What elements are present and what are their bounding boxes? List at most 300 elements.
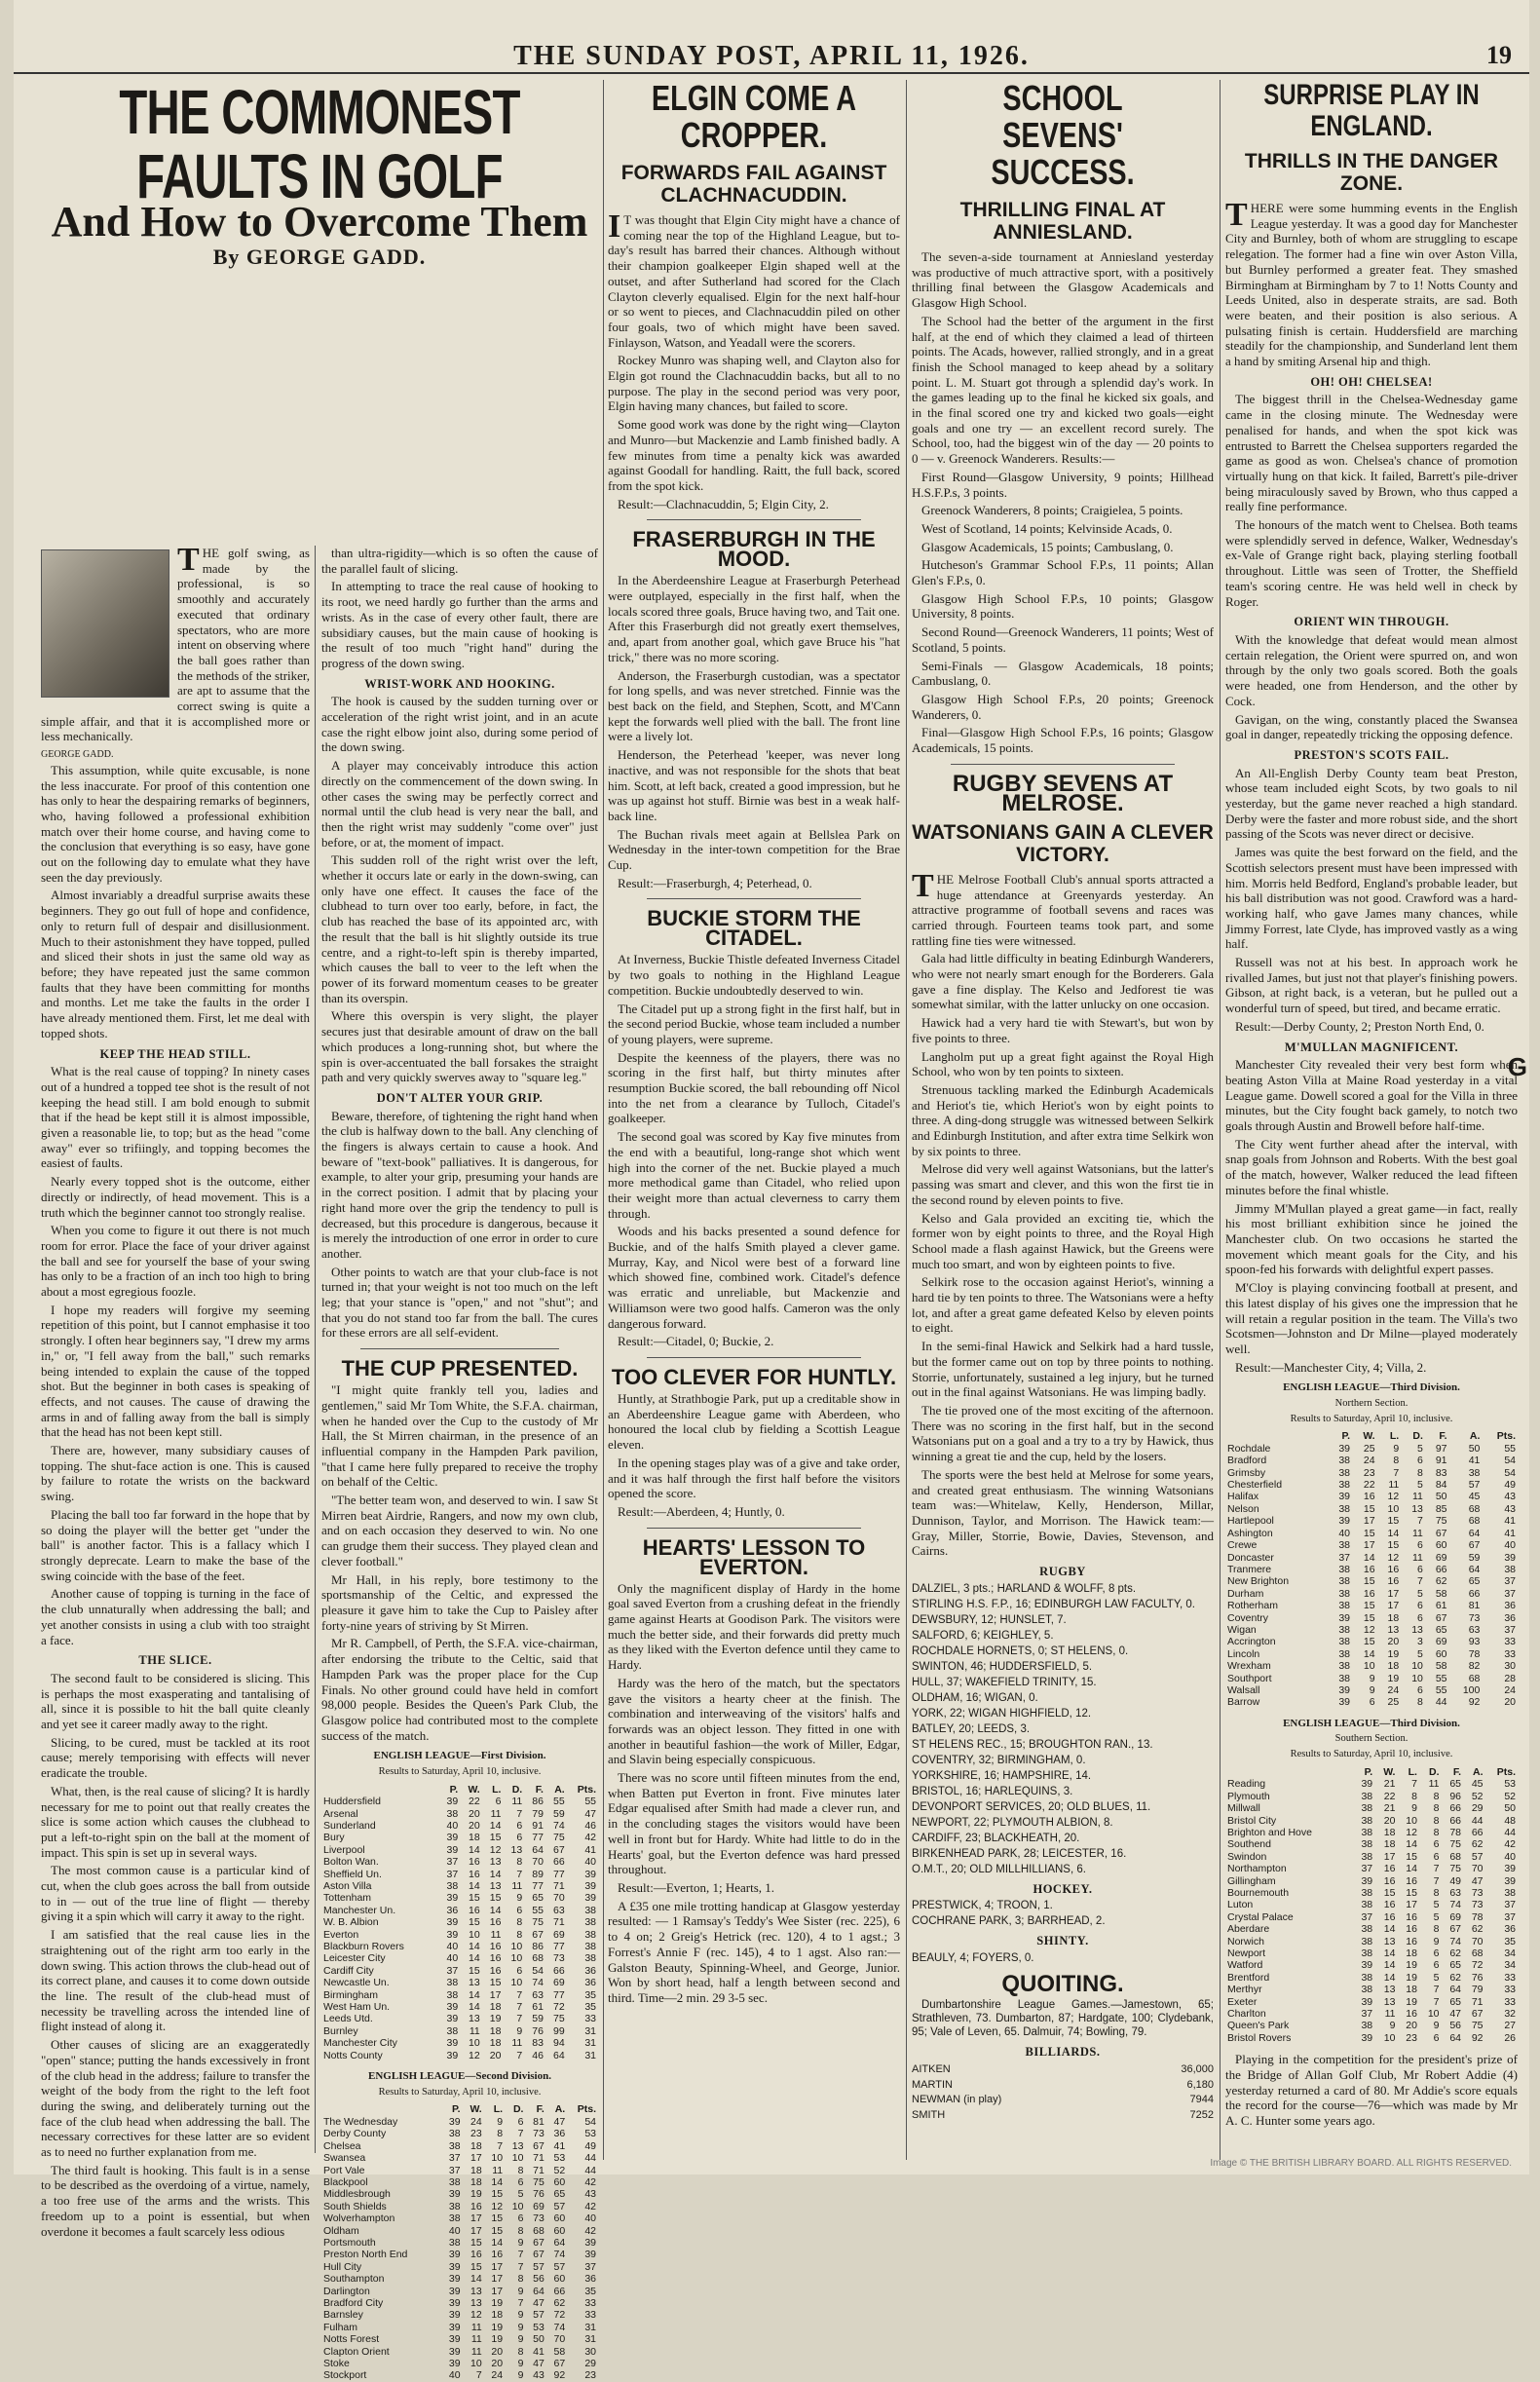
stat-cell: 6	[1433, 1959, 1440, 1972]
melrose-p9: In the semi-final Hawick and Selkirk had a hard tussle, but the former came out on top by three points to nothing. Storrie, unfortunately, sustained a leg injury, but he turned out in the final against Watsonians. He was limping badly.	[912, 1339, 1214, 1400]
golf-p5: Nearly every topped shot is the outcome, either directly or indirectly, of head movement. This is a truth which the beginner cannot too strongly realise.	[41, 1174, 310, 1220]
stat-cell: 8	[1433, 1826, 1440, 1838]
melrose-p4: Langholm put up a great fight against the Royal High School, who won by ten points to sixteen.	[912, 1048, 1214, 1079]
stat-cell: 11	[1428, 1778, 1440, 1791]
stat-cell: 83	[532, 2037, 544, 2050]
stat-cell: 65	[1468, 1575, 1481, 1588]
stat-cell: 64	[1468, 1563, 1481, 1575]
table-row	[1225, 1467, 1518, 1479]
surprise-result-2: Result:—Manchester City, 4; Villa, 2.	[1235, 1359, 1427, 1375]
table-row	[321, 2212, 598, 2224]
stat-cell: 44	[1471, 1814, 1484, 1827]
team-name: Accrington	[1227, 1636, 1276, 1648]
stat-cell: 38	[1361, 1802, 1373, 1815]
table-row	[1225, 1863, 1518, 1874]
stat-cell: 21	[1383, 1778, 1396, 1791]
stat-cell: 47	[584, 1807, 596, 1820]
stat-cell: 38	[584, 1904, 596, 1916]
table-row	[321, 2309, 598, 2321]
table-row	[1225, 1455, 1518, 1466]
sevens-r8: Semi-Finals — Glasgow Academicals, 18 points; Cambuslang, 0.	[912, 658, 1214, 689]
stat-cell: 62	[1435, 1575, 1447, 1588]
league2-table	[321, 2103, 598, 2381]
stat-cell: 39	[1338, 1611, 1351, 1624]
stat-cell: 50	[1504, 1802, 1516, 1815]
stat-cell: 18	[470, 2175, 482, 2188]
stat-cell: 38	[448, 2236, 461, 2249]
sevens-p1: The seven-a-side tournament at Anniesland yesterday was productive of much attractive sport, with a positively thrilling final between the Glasgow Academicals and Glasgow High School.	[912, 249, 1214, 311]
melrose-p11: The sports were the best held at Melrose for some years, and created great enthusiasm. The winning Watsonians team was:—Whitelaw, Kelly, Henderson, Millar, Dunnison, Taylor, and Morrison. The Hawick team:—Gray, Miller, Storrie, Bowie, Davies, Stevenson, and Cairns.	[912, 1466, 1214, 1559]
stat-cell: 39	[584, 2236, 596, 2249]
team-name: Ashington	[1227, 1527, 1273, 1539]
newspaper-page	[14, 0, 1529, 2382]
stat-cell: 94	[553, 2037, 565, 2050]
team-name: Chesterfield	[1227, 1479, 1283, 1492]
stat-cell: 39	[448, 2358, 461, 2370]
league4-region: Southern Section.	[1334, 1733, 1409, 1745]
stat-cell: 64	[532, 1843, 544, 1856]
table-row	[321, 2140, 598, 2152]
team-name: Barrow	[1227, 1696, 1260, 1709]
result-line: BEAULY, 4; FOYERS, 0.	[912, 1952, 1034, 1965]
golf-p4: What is the real cause of topping? In ninety cases out of a hundred a topped tee shot is the result of not keeping the head still. I am bold enough to submit that if the head be kept still it is almost impossible, given a reasonable lie, to top; but as the head "come away" ever so trifiingly, and topping becomes the easiest of faults.	[41, 1064, 310, 1171]
result-line: O.M.T., 20; OLD MILLHILLIANS, 6.	[912, 1863, 1086, 1875]
stat-cell: 20	[469, 1807, 480, 1820]
stat-cell: 55	[1435, 1672, 1447, 1684]
team-name: Arsenal	[323, 1807, 358, 1820]
stat-cell: 14	[1406, 1838, 1417, 1851]
stat-cell: 14	[469, 1941, 480, 1953]
stat-cell: 7	[1433, 1984, 1440, 1996]
sevens-r5: Hutcheson's Grammar School F.P.s, 11 points; Allan Glen's F.P.s, 0.	[912, 557, 1214, 588]
stat-cell: 8	[516, 1928, 523, 1941]
separator	[360, 1348, 559, 1349]
stat-cell: 15	[1387, 1515, 1400, 1528]
table-row	[321, 1905, 598, 1916]
stat-cell: 16	[469, 1868, 480, 1880]
stat-cell: 6	[1369, 1696, 1375, 1709]
team-name: Crewe	[1227, 1539, 1258, 1552]
stat-cell: 67	[553, 1843, 565, 1856]
table-header-row	[1225, 1766, 1518, 1778]
stat-cell: 31	[584, 2037, 596, 2050]
stat-cell: 38	[448, 2200, 461, 2212]
team-name: Doncaster	[1227, 1551, 1274, 1564]
stat-cell: 28	[1504, 1672, 1516, 1684]
stat-cell: 15	[1363, 1600, 1375, 1612]
stat-cell: 16	[1383, 1899, 1396, 1911]
table-row	[321, 2013, 598, 2024]
stat-cell: 68	[1468, 1515, 1481, 1528]
stat-cell: 33	[1504, 1971, 1516, 1984]
stat-cell: 38	[1361, 1790, 1373, 1802]
team-name: Watford	[1227, 1959, 1263, 1972]
stat-cell: 38	[1338, 1563, 1351, 1575]
stat-cell: 18	[1406, 1947, 1417, 1959]
huntly-p2: In the opening stages play was of a give and take order, and it was half through the first half before the visitors opened the score.	[608, 1455, 900, 1501]
stat-cell: 44	[1504, 1826, 1516, 1838]
stat-cell: 43	[1504, 1491, 1516, 1503]
stat-cell: 18	[1383, 1826, 1396, 1838]
stat-cell: 11	[1411, 1527, 1423, 1539]
chelsea-subhead: OH! OH! CHELSEA!	[1310, 374, 1433, 389]
column-header: W.	[1363, 1430, 1375, 1443]
stat-cell: 69	[553, 1977, 565, 1989]
page-header	[14, 39, 1529, 74]
billiards-row	[912, 2062, 1214, 2078]
stat-cell: 6	[516, 1832, 523, 1844]
team-name: Leicester City	[323, 1952, 386, 1965]
stat-cell: 84	[1435, 1479, 1447, 1492]
stat-cell: 23	[470, 2128, 482, 2140]
stat-cell: 75	[553, 1832, 565, 1844]
stat-cell: 33	[1504, 1995, 1516, 2008]
stat-cell: 9	[517, 2369, 524, 2382]
table-row	[1225, 1491, 1518, 1502]
stat-cell: 6	[1417, 1600, 1423, 1612]
stat-cell: 36	[584, 1964, 596, 1977]
stat-cell: 92	[1468, 1696, 1481, 1709]
melrose-p8: Selkirk rose to the occasion against Heriot's, winning a hard tie by ten points to three. The Watsonians were a hefty lot, and after a great game defeated Kelso by eleven points to eight.	[912, 1274, 1214, 1336]
stat-cell: 68	[532, 1952, 544, 1965]
team-name: Bristol City	[1227, 1814, 1277, 1827]
column-rule	[603, 80, 604, 2160]
billiards-title: BILLIARDS.	[1025, 2045, 1101, 2060]
stat-cell: 14	[469, 1843, 480, 1856]
stat-cell: 10	[1387, 1502, 1400, 1515]
stat-cell: 14	[489, 1868, 502, 1880]
stat-cell: 39	[1361, 1995, 1373, 2008]
team-name: Tottenham	[323, 1892, 372, 1905]
stat-cell: 19	[491, 2296, 504, 2309]
billiards-row	[912, 2093, 1214, 2108]
stat-cell: 79	[532, 1807, 544, 1820]
melrose-deck: WATSONIANS GAIN A CLEVER VICTORY.	[912, 820, 1214, 866]
huntly-headline: TOO CLEVER FOR HUNTLY.	[611, 1365, 897, 1389]
team-name: Sheffield Un.	[323, 1868, 382, 1880]
stat-cell: 79	[1471, 1984, 1484, 1996]
stat-cell: 75	[1449, 1838, 1462, 1851]
buckie-p4: The second goal was scored by Kay five minutes from the end with a beautiful, long-range shot which went high into the corner of the net. Buckie played a much more methodical game than Citadel, who relied upon their weight more than actual cleverness to carry them through.	[608, 1129, 900, 1221]
stat-cell: 63	[553, 1904, 565, 1916]
column-header: L.	[493, 2103, 504, 2116]
surprise-p9: Manchester City revealed their very best form when beating Aston Villa at Maine Road yesterday in a vital League game. Dowell scored a goal for the Villa in three minutes, but the City fought back gamely, to notch two goals through Austin and Browell before half-time.	[1225, 1057, 1518, 1134]
stat-cell: 9	[1433, 2020, 1440, 2032]
rugby-results-title: RUGBY	[1039, 1565, 1086, 1579]
stat-cell: 7	[517, 2260, 524, 2273]
team-name: Reading	[1227, 1778, 1266, 1791]
team-name: Coventry	[1227, 1611, 1269, 1624]
stat-cell: 16	[1363, 1563, 1375, 1575]
stat-cell: 56	[533, 2273, 545, 2286]
stat-cell: 44	[1435, 1696, 1447, 1709]
column-header: F.	[1439, 1430, 1447, 1443]
stat-cell: 20	[491, 2358, 504, 2370]
stat-cell: 57	[553, 2200, 566, 2212]
stat-cell: 42	[584, 2224, 596, 2237]
stat-cell: 55	[1435, 1683, 1447, 1696]
team-name: Brighton and Hove	[1227, 1826, 1312, 1838]
surprise-headline: SURPRISE PLAY IN ENGLAND.	[1263, 79, 1480, 142]
stat-cell: 13	[489, 1856, 502, 1869]
stat-cell: 17	[1363, 1539, 1375, 1552]
stat-cell: 70	[532, 1856, 544, 1869]
stat-cell: 8	[517, 2224, 524, 2237]
stat-cell: 19	[489, 2013, 502, 2025]
stat-cell: 8	[517, 2273, 524, 2286]
stat-cell: 14	[1383, 1971, 1396, 1984]
column-header: F.	[1452, 1765, 1462, 1778]
stat-cell: 53	[533, 2321, 545, 2333]
stat-cell: 17	[489, 1988, 502, 2001]
stat-cell: 16	[489, 1964, 502, 1977]
stat-cell: 73	[533, 2128, 545, 2140]
stat-cell: 25	[1363, 1442, 1375, 1455]
stat-cell: 40	[448, 2224, 461, 2237]
table-row	[321, 2128, 598, 2139]
stat-cell: 38	[446, 1879, 459, 1892]
cup-p3: Mr Hall, in his reply, bore testimony to the sportsmanship of the Celtic, and expressed the pleasure it gave him to take the Cup to Paisley after forty-nine years of striving by St Mirren.	[321, 1571, 598, 1633]
stat-cell: 7	[1433, 1874, 1440, 1887]
stat-cell: 6	[517, 2212, 524, 2225]
stat-cell: 9	[517, 2309, 524, 2322]
stat-cell: 12	[1363, 1623, 1375, 1636]
result-line: YORKSHIRE, 16; HAMPSHIRE, 14.	[912, 1769, 1092, 1782]
surprise-p10: The City went further ahead after the interval, with snap goals from Johnson and Roberts. With the best goal of the match, however, Walker reduced the lead fifteen minutes before the final whistle.	[1225, 1136, 1518, 1197]
stat-cell: 6	[516, 1819, 523, 1832]
stat-cell: 62	[1471, 1838, 1484, 1851]
stat-cell: 47	[1471, 1874, 1484, 1887]
stat-cell: 36	[553, 2128, 566, 2140]
stat-cell: 76	[1471, 1971, 1484, 1984]
stat-cell: 67	[533, 2139, 545, 2152]
sevens-r3: West of Scotland, 14 points; Kelvinside Acads, 0.	[921, 520, 1173, 536]
stat-cell: 38	[1361, 1826, 1373, 1838]
stat-cell: 9	[517, 2321, 524, 2333]
sevens-deck: THRILLING FINAL AT ANNIESLAND.	[959, 199, 1166, 244]
column-header	[1225, 1766, 1353, 1778]
surprise-p3: The honours of the match went to Chelsea. Both teams were splendidly served in defence, Walker, Wednesday's ex-Vale of Grange right back, playing sterling football throughout. Little was seen of Trotter, the Sheffield team's scoring centre. He was held well in check by Roger.	[1225, 517, 1518, 609]
stat-cell: 16	[1387, 1563, 1400, 1575]
buckie-p1: At Inverness, Buckie Thistle defeated Inverness Citadel by two goals to nothing in the Highland League competition. Buckie undoubtedly deserved to win.	[608, 952, 900, 998]
stat-cell: 39	[584, 1879, 596, 1892]
stat-cell: 10	[1363, 1660, 1375, 1673]
stat-cell: 8	[497, 2128, 504, 2140]
elgin-headline: ELGIN COME A CROPPER.	[651, 78, 857, 155]
column-header	[321, 1784, 438, 1796]
stat-cell: 14	[470, 2273, 482, 2286]
team-name: Burnley	[323, 2024, 358, 2037]
stat-cell: 64	[1449, 1984, 1462, 1996]
result-line: HULL, 37; WAKEFIELD TRINITY, 15.	[912, 1676, 1097, 1688]
stat-cell: 34	[1504, 1959, 1516, 1972]
table-row	[1225, 1684, 1518, 1696]
stat-cell: 60	[1435, 1539, 1447, 1552]
rugby-results	[912, 1582, 1214, 1876]
stat-cell: 54	[1504, 1466, 1516, 1479]
stat-cell: 73	[1468, 1611, 1481, 1624]
stat-cell: 9	[1433, 1935, 1440, 1947]
stat-cell: 39	[446, 1796, 459, 1808]
stat-cell: 96	[1449, 1790, 1462, 1802]
drop-cap: I	[608, 208, 621, 245]
table-row	[1225, 2032, 1518, 2044]
table-row	[1225, 2020, 1518, 2031]
stat-cell: 57	[533, 2309, 545, 2322]
table-row	[321, 2346, 598, 2358]
stat-cell: 89	[532, 1868, 544, 1880]
stat-cell: 43	[533, 2369, 545, 2382]
column-header: Pts.	[1496, 1430, 1516, 1443]
stat-cell: 42	[584, 2175, 596, 2188]
stat-cell: 15	[489, 1832, 502, 1844]
surprise-p7: James was quite the best forward on the field, and the Scottish selectors present must have been impressed with him. Morris held Bedford, England's probable leader, but his ball distribution was not good. Crawford was a hard-working half, who gave James many chances, while Jimmy Forrest, late Clyde, has improved vastly as a wing half.	[1225, 845, 1518, 952]
team-name: Southend	[1227, 1838, 1271, 1851]
stat-cell: 7	[475, 2369, 482, 2382]
table-row	[1225, 1673, 1518, 1684]
stat-cell: 39	[448, 2188, 461, 2201]
column-header: W.	[1383, 1765, 1396, 1778]
team-name: Manchester City	[323, 2037, 397, 2050]
stat-cell: 77	[532, 1879, 544, 1892]
column-header: Pts.	[1496, 1765, 1516, 1778]
drop-cap: T	[1225, 197, 1248, 233]
stat-cell: 20	[489, 2049, 502, 2061]
stat-cell: 50	[1468, 1442, 1481, 1455]
stat-cell: 77	[553, 1941, 565, 1953]
stat-cell: 64	[553, 2049, 565, 2061]
table-row	[1225, 1815, 1518, 1827]
stat-cell: 14	[1363, 1551, 1375, 1564]
golf-article-col-a	[41, 542, 310, 2239]
surprise-result-1: Result:—Derby County, 2; Preston North End, 0.	[1235, 1018, 1484, 1034]
team-name: Cardiff City	[323, 1964, 374, 1977]
separator	[647, 1357, 861, 1358]
stat-cell: 9	[516, 1892, 523, 1905]
stat-cell: 83	[1435, 1466, 1447, 1479]
stat-cell: 38	[448, 2175, 461, 2188]
stat-cell: 10	[470, 2358, 482, 2370]
team-name: Queen's Park	[1227, 2020, 1290, 2032]
cup-p2: "The better team won, and deserved to win. I saw St Mirren beat Airdrie, Rangers, and now my own club, and on each occasion they deserved to win. No one can grudge them their success. They played clean and clever football."	[321, 1493, 598, 1569]
stat-cell: 19	[470, 2188, 482, 2201]
stat-cell: 8	[1417, 1466, 1423, 1479]
golf-p3: Almost invariably a dreadful surprise awaits these beginners. They go out full of hope and confidence, only to return full of despair and disillusionment. Much to their astonishment they have topped, pulled and sliced their shots in just the same old way as before; they have repeated just the same common faults that they have been committing for months and months. Let me take the faults in the order I have already mentioned them. First, let me deal with topped shots.	[41, 888, 310, 1040]
cup-headline: THE CUP PRESENTED.	[341, 1356, 579, 1381]
stat-cell: 20	[1406, 2020, 1417, 2032]
stat-cell: 24	[1504, 1683, 1516, 1696]
stat-cell: 10	[510, 1952, 523, 1965]
stat-cell: 38	[1338, 1575, 1351, 1588]
golf-b-p1: than ultra-rigidity—which is so often the cause of the parallel fault of slicing.	[321, 546, 598, 576]
hearts-p1: Only the magnificent display of Hardy in the home goal saved Everton from a crushing defeat in the friendly game against Hearts at Goodison Park. The visitors were much the better side, and their forwards did pretty much as they liked with the Everton defence until they came to Hardy.	[608, 1580, 900, 1673]
golf-p16: Other causes of slicing are an exaggeratedly "open" stance; putting the hands excessively in front of the club head in the address; failure to transfer the weight of the body from the right to the left foot during the swing, and deliberately turning out the face of the club head when addressing the ball. The necessary correctives for these latter are so evident as to need no further explanation from me.	[41, 2037, 310, 2160]
stat-cell: 39	[448, 2285, 461, 2297]
sevens-r4: Glasgow Academicals, 15 points; Cambuslang, 0.	[921, 539, 1174, 554]
column-header: Pts.	[577, 2103, 596, 2116]
stat-cell: 73	[1471, 1899, 1484, 1911]
stat-cell: 22	[1383, 1790, 1396, 1802]
league3-subtitle: Results to Saturday, April 10, inclusive.	[1290, 1413, 1453, 1424]
stat-cell: 15	[1406, 1850, 1417, 1863]
table-row	[1225, 1696, 1518, 1708]
stat-cell: 39	[446, 1892, 459, 1905]
stat-cell: 18	[489, 2001, 502, 2014]
stat-cell: 39	[1361, 2031, 1373, 2044]
stat-cell: 55	[553, 1796, 565, 1808]
stat-cell: 12	[489, 1843, 502, 1856]
stat-cell: 38	[1361, 1923, 1373, 1936]
stat-cell: 71	[553, 1879, 565, 1892]
team-name: Northampton	[1227, 1863, 1287, 1875]
stat-cell: 8	[1417, 1696, 1423, 1709]
stat-cell: 37	[584, 2260, 596, 2273]
table-row	[1225, 1972, 1518, 1984]
stat-cell: 6	[1433, 1850, 1440, 1863]
hockey-results	[912, 1899, 1214, 1928]
stat-cell: 19	[1387, 1672, 1400, 1684]
team-name: Norwich	[1227, 1935, 1264, 1947]
stat-cell: 38	[1338, 1636, 1351, 1648]
golf-p2: This assumption, while quite excusable, is none the less inaccurate. For proof of this contention one has only to hear the despairing remarks of beginners, who, having followed a professional exhibition match over their home course, and having come to the conclusion that everything is so easy, have gone out on the following day to emulate what they have seen the day previously.	[41, 762, 310, 885]
stat-cell: 39	[446, 1832, 459, 1844]
stat-cell: 6	[517, 2175, 524, 2188]
stat-cell: 66	[1471, 1826, 1484, 1838]
stat-cell: 37	[1504, 1910, 1516, 1923]
team-name: Brentford	[1227, 1971, 1270, 1984]
stat-cell: 11	[1388, 1479, 1400, 1492]
stat-cell: 59	[1468, 1551, 1481, 1564]
stat-cell: 15	[1363, 1611, 1375, 1624]
billiards-row	[912, 2078, 1214, 2094]
stat-cell: 29	[584, 2358, 596, 2370]
stat-cell: 16	[1363, 1587, 1375, 1600]
stat-cell: 70	[553, 2333, 566, 2346]
stat-cell: 19	[1406, 1971, 1417, 1984]
stat-cell: 16	[470, 2200, 482, 2212]
stat-cell: 30	[584, 2345, 596, 2358]
stat-cell: 67	[1435, 1527, 1447, 1539]
stat-cell: 7	[1417, 1515, 1423, 1528]
stat-cell: 18	[491, 2309, 504, 2322]
stat-cell: 52	[1504, 1790, 1516, 1802]
golf-byline: By GEORGE GADD.	[212, 244, 427, 269]
stat-cell: 8	[1411, 1790, 1417, 1802]
stat-cell: 91	[532, 1819, 544, 1832]
stat-cell: 8	[516, 1856, 523, 1869]
stat-cell: 16	[491, 2249, 504, 2261]
table-row	[1225, 1600, 1518, 1611]
stat-cell: 39	[448, 2321, 461, 2333]
stat-cell: 23	[1363, 1466, 1375, 1479]
stat-cell: 67	[1435, 1611, 1447, 1624]
result-line: ROCHDALE HORNETS, 0; ST HELENS, 0.	[912, 1645, 1129, 1657]
masthead-title: THE SUNDAY POST, APRIL 11, 1926.	[513, 41, 1030, 71]
stat-cell: 38	[448, 2128, 461, 2140]
table-row	[321, 1941, 598, 1952]
stat-cell: 53	[1504, 1778, 1516, 1791]
table-row	[1225, 1612, 1518, 1624]
page-number: 19	[1486, 41, 1512, 69]
stat-cell: 37	[1361, 1910, 1373, 1923]
result-line: COCHRANE PARK, 3; BARRHEAD, 2.	[912, 1915, 1106, 1928]
stat-cell: 77	[553, 1988, 565, 2001]
stat-cell: 36	[1504, 1611, 1516, 1624]
table-row	[1225, 1636, 1518, 1647]
table-row	[1225, 1443, 1518, 1455]
table-row	[1225, 1936, 1518, 1947]
stat-cell: 62	[1449, 1971, 1462, 1984]
